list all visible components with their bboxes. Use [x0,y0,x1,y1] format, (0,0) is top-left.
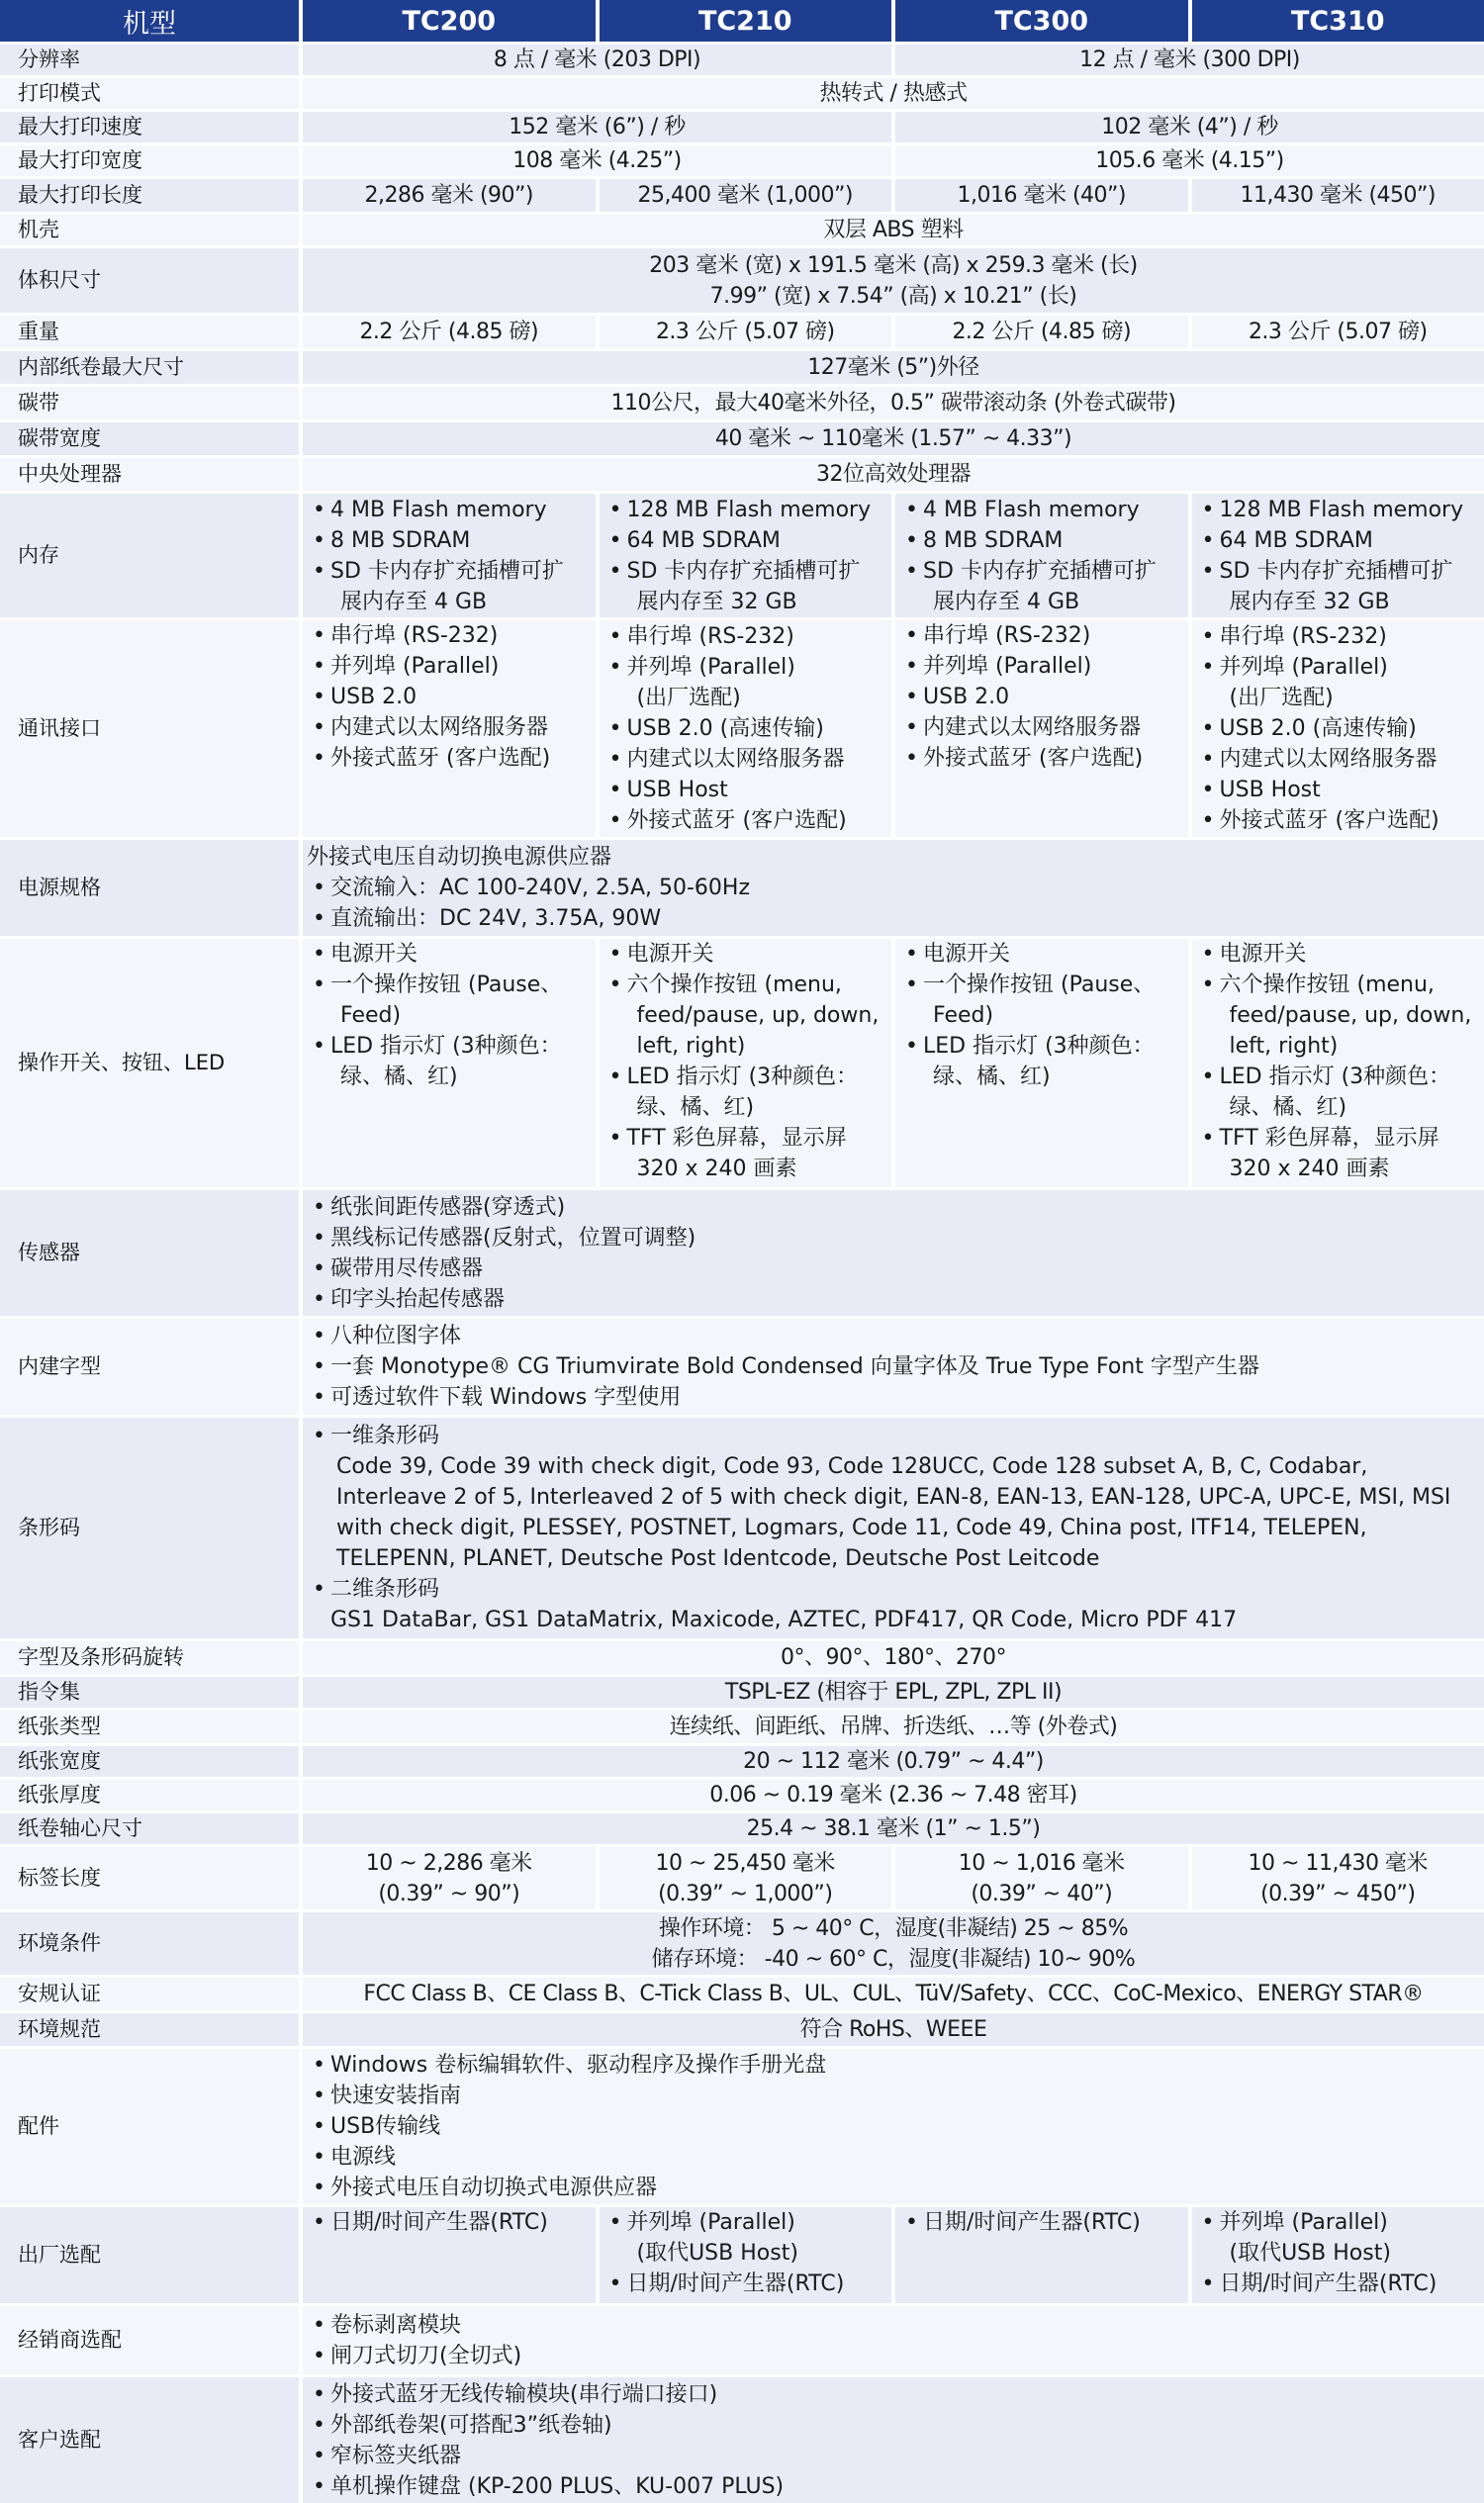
bullet-item: • 8 MB SDRAM [899,525,1184,556]
bullet-continuation: 展内存至 4 GB [899,587,1184,617]
bullet-continuation: left, right) [1196,1031,1481,1062]
bullet-item: • 并列埠 (Parallel) [603,652,888,683]
storage-environment: 储存环境： -40 ~ 60° C，湿度(非凝结) 10~ 90% [307,1944,1480,1975]
bullet-item: • LED 指示灯 (3种颜色： [899,1031,1184,1062]
row-max-length [0,176,1484,212]
operating-environment: 操作环境： 5 ~ 40° C，湿度(非凝结) 25 ~ 85% [307,1913,1480,1944]
value-tc210 [596,617,892,837]
row-label: 中央处理器 [0,455,299,491]
row-media-type [0,1708,1484,1743]
value-203dpi: 152 毫米 (6”) / 秒 [299,109,891,142]
row-label: 安规认证 [0,1975,299,2010]
value-tc210 [596,936,892,1187]
value-all [299,1415,1484,1638]
row-label: 碳带 [0,384,299,419]
row-label: 纸张类型 [0,1708,299,1743]
value-all: 双层 ABS 塑料 [299,212,1484,245]
row-label: 最大打印速度 [0,109,299,142]
value-tc200 [299,491,596,617]
bullet-continuation: (取代USB Host) [603,2238,888,2269]
row-label: 环境条件 [0,1909,299,1975]
row-label: 最大打印长度 [0,176,299,212]
row-label: 分辨率 [0,42,299,75]
bullet-item: • TFT 彩色屏幕，显示屏 [603,1123,888,1154]
bullet-continuation: feed/pause, up, down, [603,1000,888,1031]
row-label: 碳带宽度 [0,419,299,455]
bullet-continuation: (出厂选配) [603,683,888,713]
row-controls [0,936,1484,1187]
bullet-item: • USB 2.0 [899,682,1184,712]
bullet-item: • USB 2.0 (高速传输) [603,713,888,744]
dimensions-metric: 203 毫米 (宽) x 191.5 毫米 (高) x 259.3 毫米 (长) [307,250,1480,281]
row-label: 体积尺寸 [0,245,299,313]
bullet-item: • USB Host [603,775,888,805]
value-all: TSPL-EZ (相容于 EPL, ZPL, ZPL II) [299,1674,1484,1708]
bullet-item: • 并列埠 (Parallel) [603,2207,888,2238]
row-label-length [0,1844,1484,1909]
bullet-item: • 8 MB SDRAM [307,525,592,556]
bullet-item: • 一个操作按钮 (Pause、 [899,970,1184,1000]
bullet-item: • 电源开关 [307,939,592,970]
value-all [299,1187,1484,1316]
row-power [0,837,1484,936]
value-tc210 [596,1844,892,1909]
row-compliance [0,2010,1484,2046]
row-interface [0,617,1484,837]
row-max-width [0,142,1484,176]
bullet-item: • 串行埠 (RS-232) [603,621,888,652]
value-tc310 [1188,617,1484,837]
value-203dpi: 108 毫米 (4.25”) [299,142,891,176]
bullet-item: • USB 2.0 [307,682,592,712]
row-rotation [0,1638,1484,1674]
bullet-item: • 印字头抬起传感器 [307,1284,1480,1315]
row-label: 配件 [0,2046,299,2204]
row-label: 环境规范 [0,2010,299,2046]
bullet-item: • 串行埠 (RS-232) [307,620,592,651]
row-label: 最大打印宽度 [0,142,299,176]
bullet-item: • 六个操作按钮 (menu, [603,970,888,1000]
value-tc310 [1188,936,1484,1187]
value-all: 0.06 ~ 0.19 毫米 (2.36 ~ 7.48 密耳) [299,1777,1484,1810]
row-environment [0,1909,1484,1975]
bullet-item: • 64 MB SDRAM [1196,525,1481,556]
value-tc200: 2.2 公斤 (4.85 磅) [299,313,596,348]
row-dealer-options [0,2303,1484,2374]
row-paper-roll [0,348,1484,384]
bullet-item: • 电源线 [307,2142,1480,2173]
row-sensors [0,1187,1484,1316]
row-label: 内存 [0,491,299,617]
bullet-item: • 外接式蓝牙 (客户选配) [1196,805,1481,836]
bullet-continuation: 绿、橘、红) [1196,1092,1481,1123]
bullet-item: • 并列埠 (Parallel) [1196,2207,1481,2238]
bullet-continuation: 绿、橘、红) [899,1062,1184,1092]
bullet-item: • 4 MB Flash memory [307,495,592,525]
value-tc200 [299,2204,596,2303]
row-label: 纸张厚度 [0,1777,299,1810]
label-length-metric: 10 ~ 25,450 毫米 [603,1848,888,1879]
bullet-item: • 一套 Monotype® CG Triumvirate Bold Condensed 向量字体及 True Type Font 字型产生器 [307,1351,1480,1382]
bullet-item: • 串行埠 (RS-232) [899,620,1184,651]
label-length-metric: 10 ~ 11,430 毫米 [1196,1848,1481,1879]
bullet-item: • 64 MB SDRAM [603,525,888,556]
bullet-item: • 外部纸卷架(可搭配3”纸卷轴) [307,2410,1480,2441]
value-all: 20 ~ 112 毫米 (0.79” ~ 4.4”) [299,1743,1484,1777]
row-max-speed [0,109,1484,142]
value-all [299,245,1484,313]
model-header-label: 机型 [0,0,299,42]
value-tc200 [299,936,596,1187]
bullet-item: • 外接式蓝牙 (客户选配) [307,743,592,774]
bullet-item: • 并列埠 (Parallel) [899,651,1184,682]
row-weight [0,313,1484,348]
bullet-item: • 黑线标记传感器(反射式，位置可调整) [307,1223,1480,1253]
value-300dpi: 105.6 毫米 (4.15”) [891,142,1484,176]
bullet-item: • 单机操作键盘 (KP-200 PLUS、KU-007 PLUS) [307,2471,1480,2502]
bullet-continuation: Feed) [307,1000,592,1031]
value-all: FCC Class B、CE Class B、C-Tick Class B、UL、CUL、TüV/Safety、CCC、CoC-Mexico、ENERGY STAR® [299,1975,1484,2010]
row-label: 标签长度 [0,1844,299,1909]
bullet-continuation: 320 x 240 画素 [1196,1154,1481,1184]
row-barcodes [0,1415,1484,1638]
row-label: 内部纸卷最大尺寸 [0,348,299,384]
row-label: 条形码 [0,1415,299,1638]
value-all: 40 毫米 ~ 110毫米 (1.57” ~ 4.33”) [299,419,1484,455]
bullet-item: • 日期/时间产生器(RTC) [1196,2269,1481,2299]
row-label: 出厂选配 [0,2204,299,2303]
value-tc300 [891,2204,1188,2303]
bullet-item: • 并列埠 (Parallel) [1196,652,1481,683]
bullet-item: • USB传输线 [307,2111,1480,2142]
bullet-item: • SD 卡内存扩充插槽可扩 [899,556,1184,587]
bullet-continuation: feed/pause, up, down, [1196,1000,1481,1031]
bullet-item: • 直流输出：DC 24V, 3.75A, 90W [307,903,1480,934]
row-commands [0,1674,1484,1708]
row-ribbon [0,384,1484,419]
row-label: 客户选配 [0,2374,299,2503]
row-factory-options [0,2204,1484,2303]
value-tc310: 2.3 公斤 (5.07 磅) [1188,313,1484,348]
bullet-item: • 碳带用尽传感器 [307,1253,1480,1284]
bullet-item: • 日期/时间产生器(RTC) [603,2269,888,2299]
model-tc210: TC210 [596,0,892,42]
bullet-item: • 内建式以太网络服务器 [1196,744,1481,775]
dimensions-imperial: 7.99” (宽) x 7.54” (高) x 10.21” (长) [307,281,1480,312]
bullet-continuation: 绿、橘、红) [603,1092,888,1123]
bullet-item: • 128 MB Flash memory [1196,495,1481,525]
value-tc300 [891,1844,1188,1909]
row-cpu [0,455,1484,491]
value-tc300: 1,016 毫米 (40”) [891,176,1188,212]
row-label: 电源规格 [0,837,299,936]
bullet-continuation: Feed) [899,1000,1184,1031]
bullet-item: • 内建式以太网络服务器 [603,744,888,775]
value-203dpi: 8 点 / 毫米 (203 DPI) [299,42,891,75]
value-tc210 [596,491,892,617]
value-tc300 [891,491,1188,617]
bullet-item: • 外接式蓝牙 (客户选配) [899,743,1184,774]
bullet-item: • 卷标剥离模块 [307,2310,1480,2341]
bullet-continuation: 展内存至 4 GB [307,587,592,617]
bullet-item: • 日期/时间产生器(RTC) [899,2207,1184,2238]
value-tc310 [1188,1844,1484,1909]
row-memory [0,491,1484,617]
bullet-continuation: left, right) [603,1031,888,1062]
value-all: 32位高效处理器 [299,455,1484,491]
bullet-item: • 电源开关 [603,939,888,970]
value-all: 0°、90°、180°、270° [299,1638,1484,1674]
row-label: 操作开关、按钮、LED [0,936,299,1187]
power-intro: 外接式电压自动切换电源供应器 [307,842,1480,873]
value-all [299,1316,1484,1415]
bullet-item: • 4 MB Flash memory [899,495,1184,525]
value-all [299,2374,1484,2503]
bullet-item: • 日期/时间产生器(RTC) [307,2207,592,2238]
value-all [299,2303,1484,2374]
label-length-imperial: (0.39” ~ 90”) [307,1879,592,1909]
model-tc310: TC310 [1188,0,1484,42]
value-tc200 [299,617,596,837]
bullet-item: • USB Host [1196,775,1481,805]
bullet-item: • 八种位图字体 [307,1321,1480,1351]
row-label: 经销商选配 [0,2303,299,2374]
bullet-item: • 纸张间距传感器(穿透式) [307,1192,1480,1223]
value-tc200 [299,1844,596,1909]
bullet-item: • SD 卡内存扩充插槽可扩 [1196,556,1481,587]
bullet-item: • 二维条形码 [307,1574,1480,1605]
row-fonts [0,1316,1484,1415]
row-customer-options [0,2374,1484,2503]
value-tc310 [1188,2204,1484,2303]
row-dimensions [0,245,1484,313]
value-tc310: 11,430 毫米 (450”) [1188,176,1484,212]
bullet-item: • 六个操作按钮 (menu, [1196,970,1481,1000]
label-length-metric: 10 ~ 1,016 毫米 [899,1848,1184,1879]
bullet-item: • 128 MB Flash memory [603,495,888,525]
value-all: 符合 RoHS、WEEE [299,2010,1484,2046]
bullet-item: • 一维条形码 [307,1421,1480,1451]
row-label: 通讯接口 [0,617,299,837]
value-tc210: 25,400 毫米 (1,000”) [596,176,892,212]
bullet-item: • Windows 卷标编辑软件、驱动程序及操作手册光盘 [307,2050,1480,2081]
label-length-imperial: (0.39” ~ 450”) [1196,1879,1481,1909]
value-all: 127毫米 (5”)外径 [299,348,1484,384]
bullet-item: • 外接式电压自动切换式电源供应器 [307,2173,1480,2203]
bullet-continuation: (出厂选配) [1196,683,1481,713]
label-length-metric: 10 ~ 2,286 毫米 [307,1848,592,1879]
row-label: 内建字型 [0,1316,299,1415]
row-core [0,1810,1484,1844]
barcode-1d-list: Code 39, Code 39 with check digit, Code 93, Code 128UCC, Code 128 subset A, B, C, Codabar, Interleave 2 of 5, Interleaved 2 of 5 with check digit, EAN-8, EAN-13, EAN-128, UPC-A, UPC-E, MSI, MSI with check digit, PLESSEY, POSTNET, Logmars, Code 11, Code 49, China post, ITF14, TELEPEN, TELEPENN, PLANET, Deutsche Post Identcode, Deutsche Post Leitcode [307,1451,1480,1574]
bullet-item: • SD 卡内存扩充插槽可扩 [307,556,592,587]
bullet-item: • 串行埠 (RS-232) [1196,621,1481,652]
value-tc200: 2,286 毫米 (90”) [299,176,596,212]
value-300dpi: 102 毫米 (4”) / 秒 [891,109,1484,142]
bullet-item: • 闸刀式切刀(全切式) [307,2341,1480,2371]
header-row [0,0,1484,42]
row-resolution [0,42,1484,75]
bullet-item: • 内建式以太网络服务器 [899,712,1184,743]
row-label: 指令集 [0,1674,299,1708]
value-all [299,837,1484,936]
value-all [299,2046,1484,2204]
bullet-item: • 电源开关 [1196,939,1481,970]
value-tc310 [1188,491,1484,617]
bullet-item: • SD 卡内存扩充插槽可扩 [603,556,888,587]
model-tc200: TC200 [299,0,596,42]
bullet-item: • TFT 彩色屏幕，显示屏 [1196,1123,1481,1154]
bullet-item: • 交流输入：AC 100-240V, 2.5A, 50-60Hz [307,873,1480,903]
bullet-item: • 外接式蓝牙 (客户选配) [603,805,888,836]
label-length-imperial: (0.39” ~ 1,000”) [603,1879,888,1909]
model-tc300: TC300 [891,0,1188,42]
bullet-item: • LED 指示灯 (3种颜色： [1196,1062,1481,1092]
row-accessories [0,2046,1484,2204]
row-safety [0,1975,1484,2010]
bullet-item: • 外接式蓝牙无线传输模块(串行端口接口) [307,2379,1480,2410]
value-all: 110公尺，最大40毫米外径，0.5” 碳带滚动条 (外卷式碳带) [299,384,1484,419]
bullet-item: • 窄标签夹纸器 [307,2441,1480,2471]
value-300dpi: 12 点 / 毫米 (300 DPI) [891,42,1484,75]
barcode-2d-list: GS1 DataBar, GS1 DataMatrix, Maxicode, AZTEC, PDF417, QR Code, Micro PDF 417 [307,1605,1480,1635]
row-label: 重量 [0,313,299,348]
bullet-continuation: (取代USB Host) [1196,2238,1481,2269]
bullet-item: • 内建式以太网络服务器 [307,712,592,743]
value-tc300: 2.2 公斤 (4.85 磅) [891,313,1188,348]
row-ribbon-width [0,419,1484,455]
row-label: 字型及条形码旋转 [0,1638,299,1674]
value-all: 连续纸、间距纸、吊牌、折迭纸、…等 (外卷式) [299,1708,1484,1743]
bullet-continuation: 绿、橘、红) [307,1062,592,1092]
row-label: 机壳 [0,212,299,245]
value-tc210: 2.3 公斤 (5.07 磅) [596,313,892,348]
value-tc300 [891,936,1188,1187]
value-all: 热转式 / 热感式 [299,75,1484,109]
value-tc300 [891,617,1188,837]
bullet-item: • LED 指示灯 (3种颜色： [603,1062,888,1092]
bullet-continuation: 展内存至 32 GB [1196,587,1481,617]
label-length-imperial: (0.39” ~ 40”) [899,1879,1184,1909]
row-media-thickness [0,1777,1484,1810]
value-all [299,1909,1484,1975]
bullet-item: • 一个操作按钮 (Pause、 [307,970,592,1000]
bullet-item: • 快速安装指南 [307,2081,1480,2111]
bullet-item: • 并列埠 (Parallel) [307,651,592,682]
bullet-item: • USB 2.0 (高速传输) [1196,713,1481,744]
bullet-item: • 可透过软件下载 Windows 字型使用 [307,1382,1480,1413]
row-label: 传感器 [0,1187,299,1316]
bullet-item: • 电源开关 [899,939,1184,970]
row-print-mode [0,75,1484,109]
bullet-continuation: 展内存至 32 GB [603,587,888,617]
bullet-continuation: 320 x 240 画素 [603,1154,888,1184]
bullet-item: • LED 指示灯 (3种颜色： [307,1031,592,1062]
row-label: 纸卷轴心尺寸 [0,1810,299,1844]
row-label: 纸张宽度 [0,1743,299,1777]
row-media-width [0,1743,1484,1777]
row-housing [0,212,1484,245]
value-all: 25.4 ~ 38.1 毫米 (1” ~ 1.5”) [299,1810,1484,1844]
value-tc210 [596,2204,892,2303]
row-label: 打印模式 [0,75,299,109]
